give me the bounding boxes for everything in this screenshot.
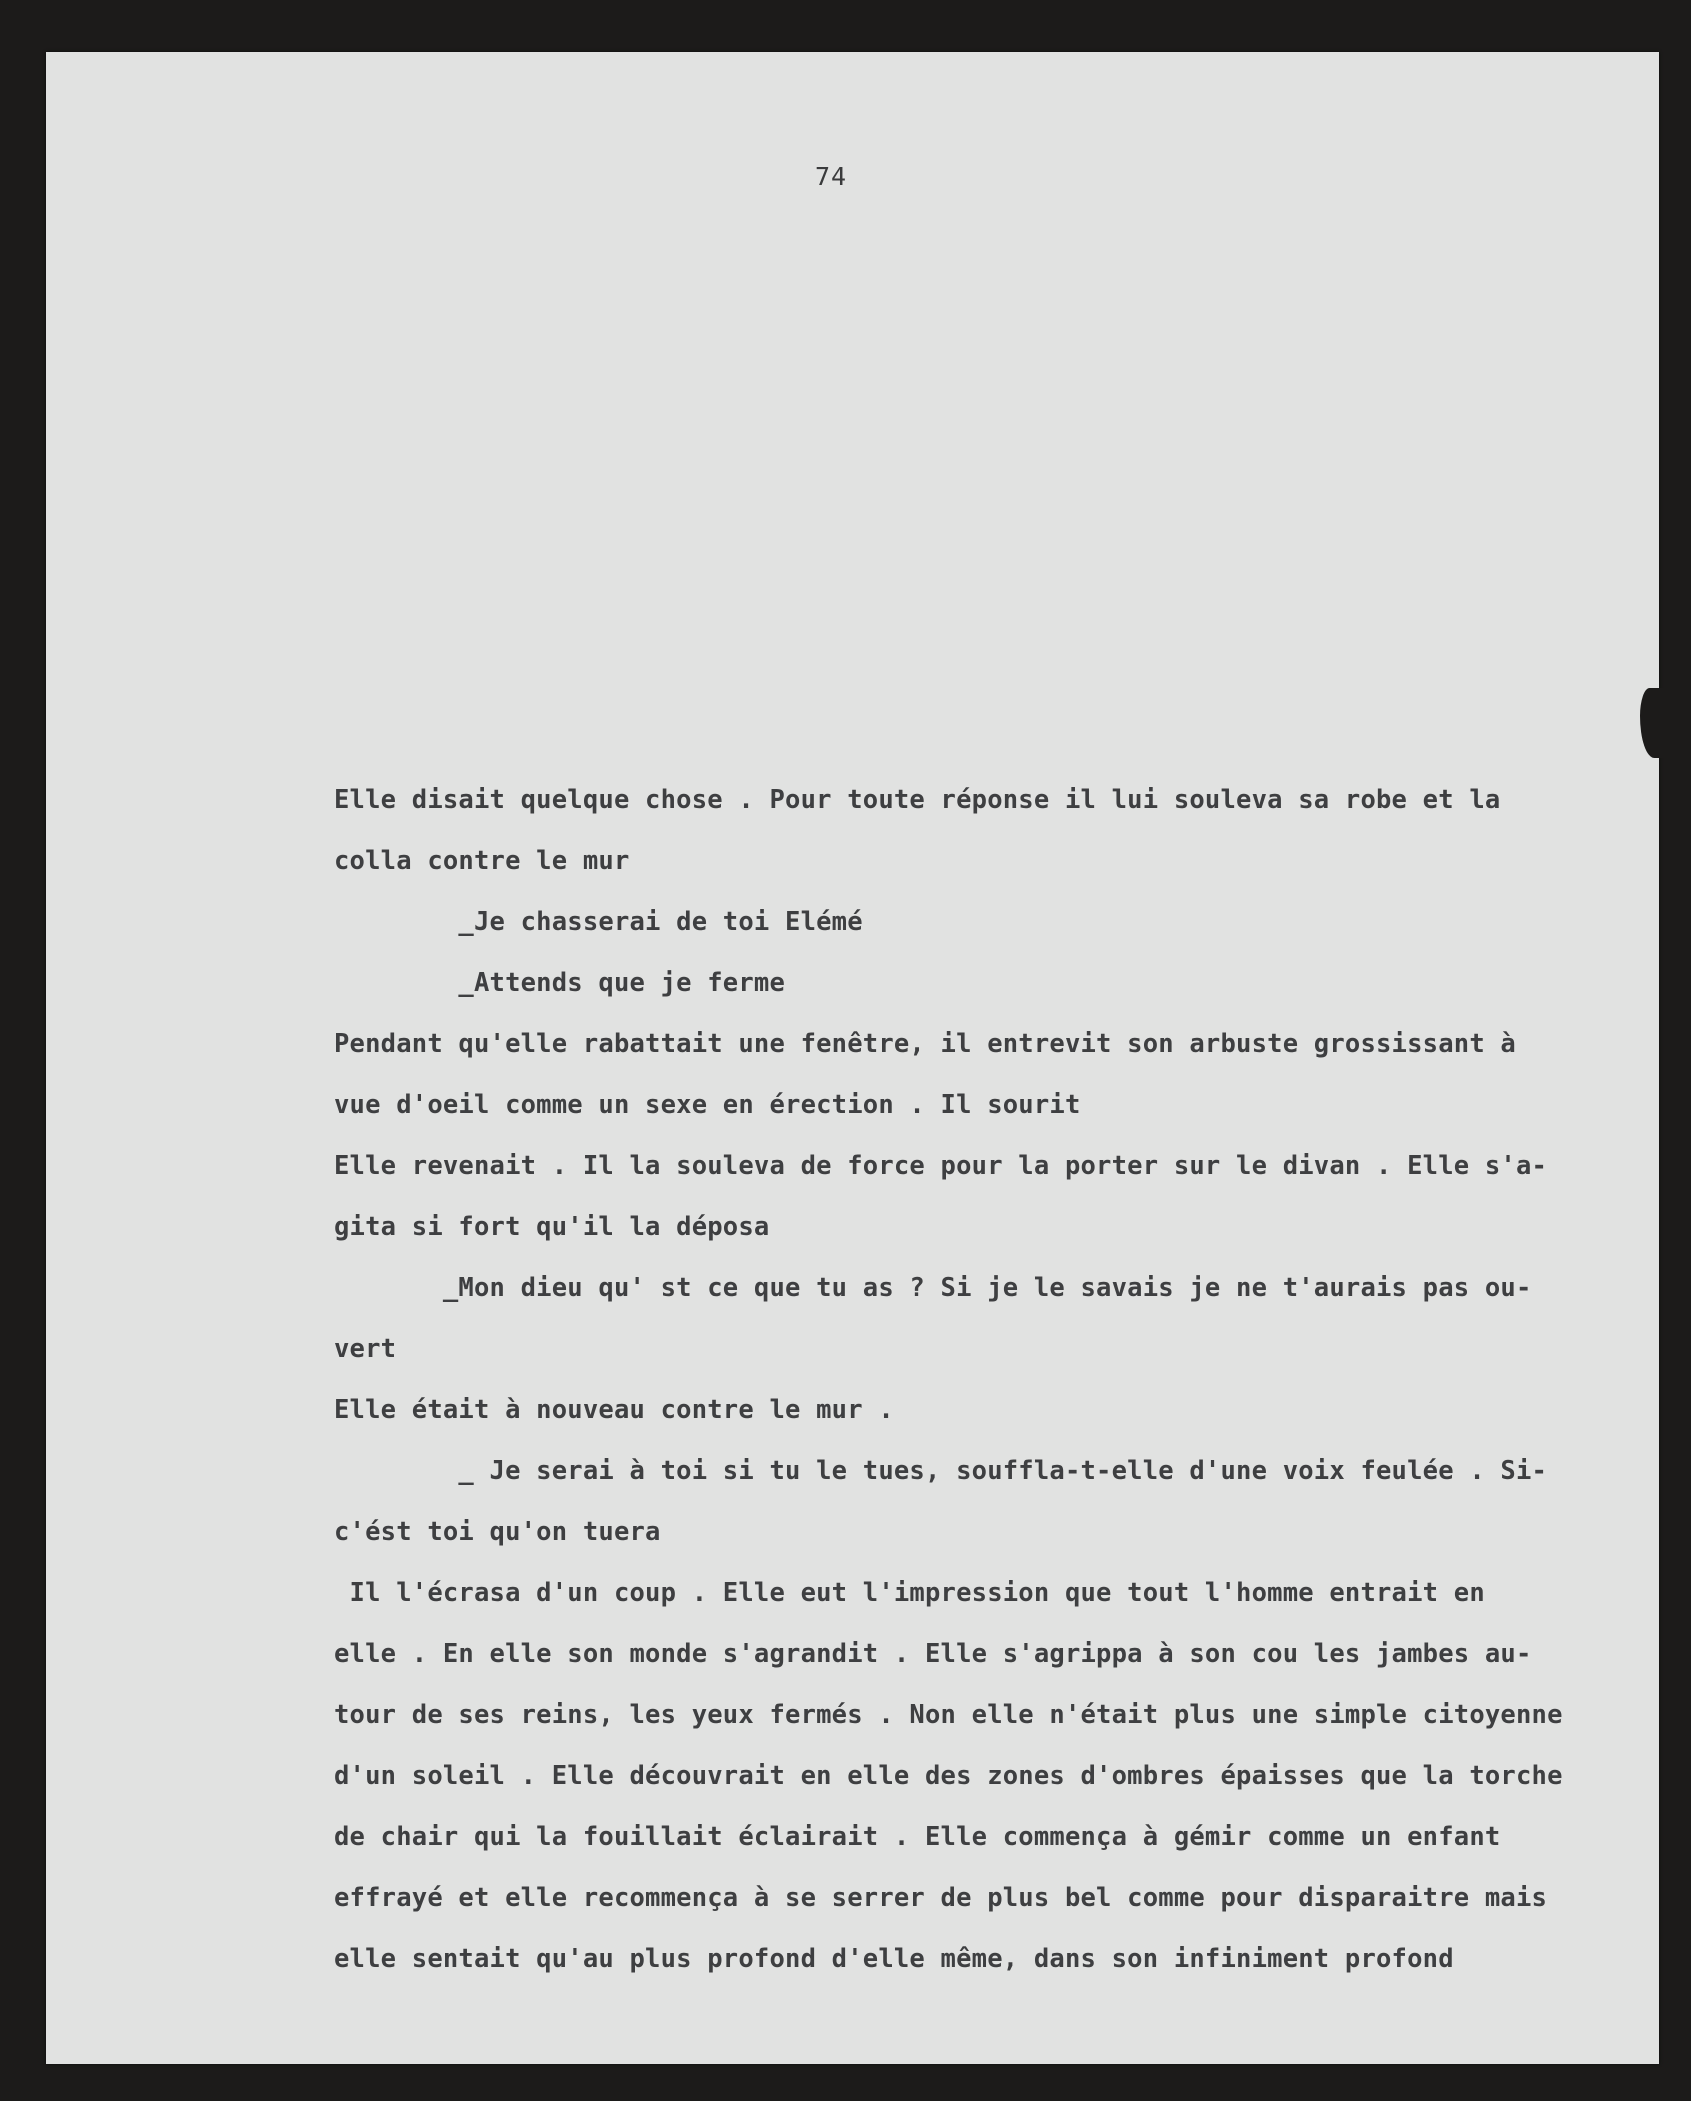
text-line: colla contre le mur [334,846,630,876]
text-line: Pendant qu'elle rabattait une fenêtre, il entrevit son arbuste grossissant à [334,1029,1516,1059]
text-line: _Mon dieu qu' st ce que tu as ? Si je le savais je ne t'aurais pas ou- [334,1273,1532,1303]
page-number: 74 [814,162,848,191]
text-line: c'ést toi qu'on tuera [334,1517,661,1547]
text-line: tour de ses reins, les yeux fermés . Non elle n'était plus une simple citoyenne [334,1700,1563,1730]
typewritten-page [46,52,1659,2064]
text-line: d'un soleil . Elle découvrait en elle des zones d'ombres épaisses que la torche [334,1761,1563,1791]
text-line: vue d'oeil comme un sexe en érection . Il sourit [334,1090,1081,1120]
text-line: _Attends que je ferme [334,968,786,998]
text-line: Elle disait quelque chose . Pour toute réponse il lui souleva sa robe et la [334,785,1501,815]
text-line: elle sentait qu'au plus profond d'elle même, dans son infiniment profond [334,1944,1454,1974]
text-line: _ Je serai à toi si tu le tues, souffla-t-elle d'une voix feulée . Si- [334,1456,1548,1486]
typed-text-body [334,770,1674,1990]
text-line: Il l'écrasa d'un coup . Elle eut l'impression que tout l'homme entrait en [334,1578,1485,1608]
text-line: effrayé et elle recommença à se serrer de plus bel comme pour disparaitre mais [334,1883,1548,1913]
text-line: _Je chasserai de toi Elémé [334,907,863,937]
text-line: gita si fort qu'il la déposa [334,1212,770,1242]
text-line: Elle revenait . Il la souleva de force pour la porter sur le divan . Elle s'a- [334,1151,1548,1181]
text-line: elle . En elle son monde s'agrandit . Elle s'agrippa à son cou les jambes au- [334,1639,1532,1669]
text-line: vert [334,1334,397,1364]
text-line: Elle était à nouveau contre le mur . [334,1395,894,1425]
text-line: de chair qui la fouillait éclairait . Elle commença à gémir comme un enfant [334,1822,1501,1852]
